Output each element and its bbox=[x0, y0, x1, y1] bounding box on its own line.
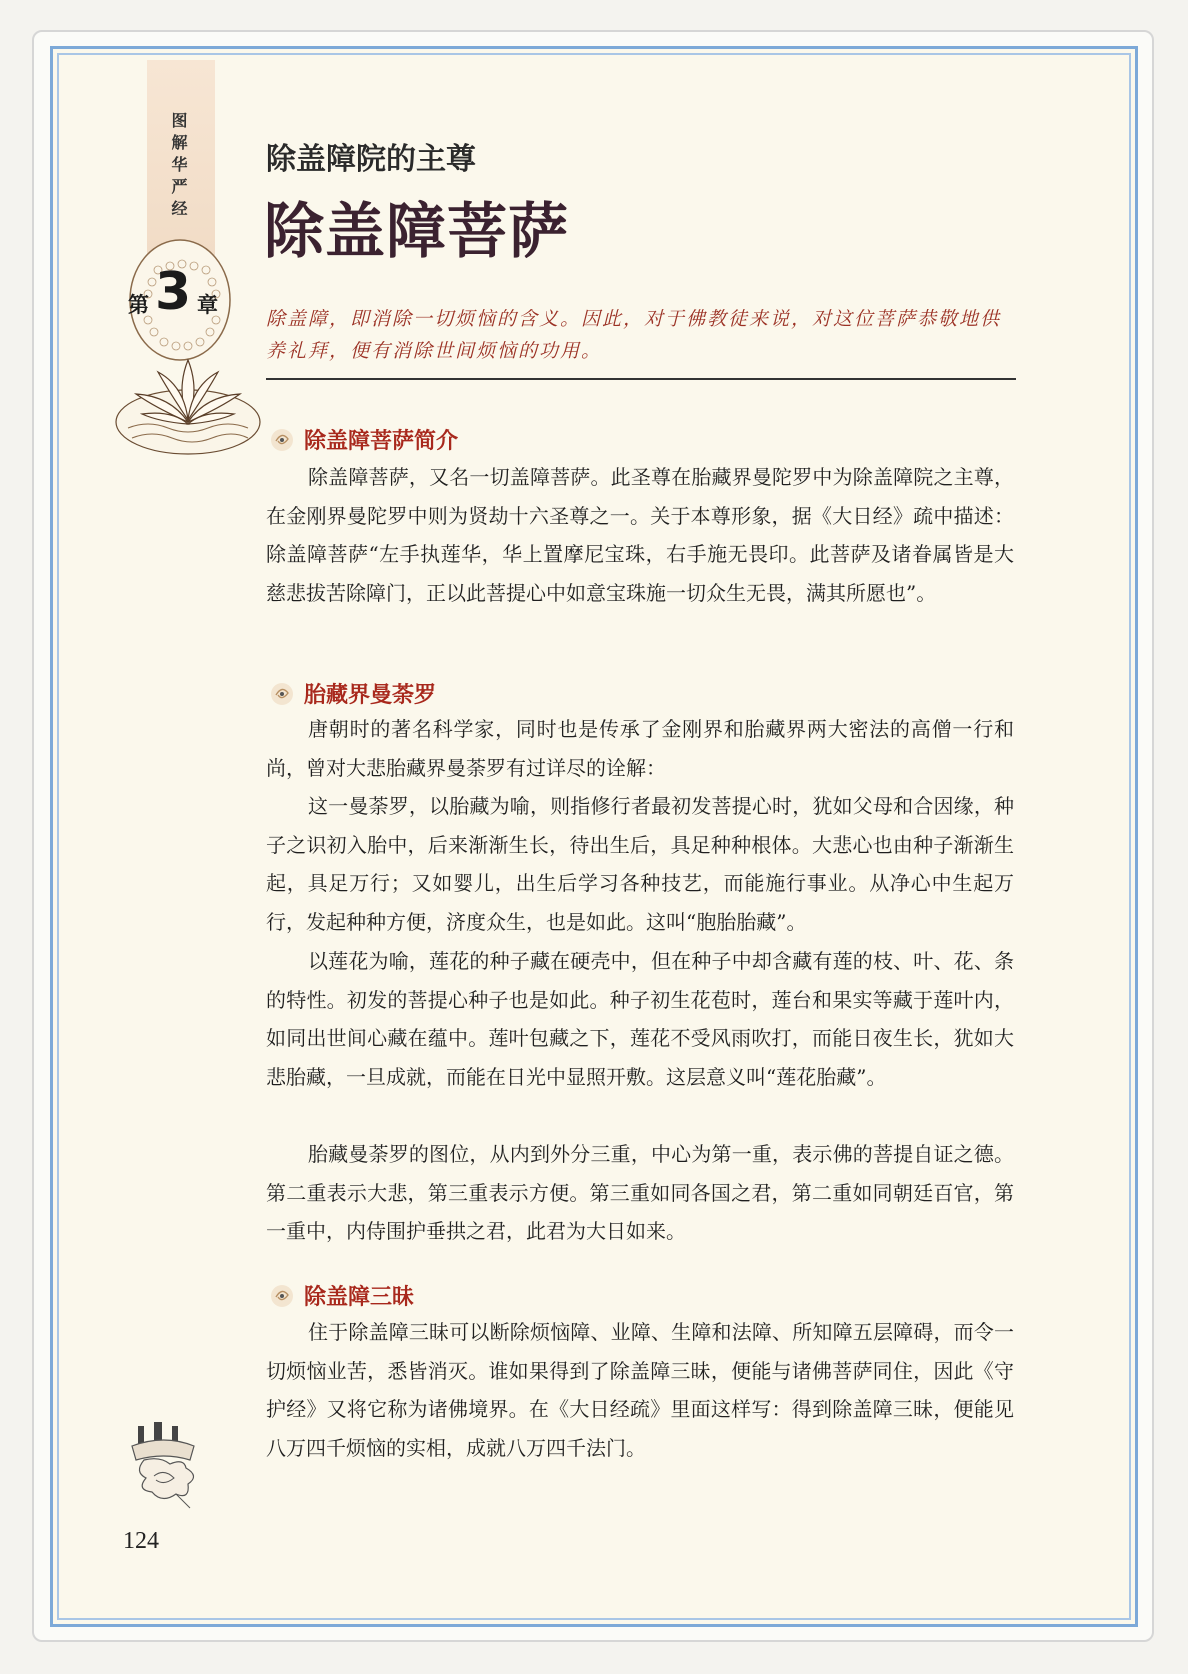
section-heading bbox=[266, 424, 458, 455]
paragraph: 除盖障菩萨，又名一切盖障菩萨。此圣尊在胎藏界曼陀罗中为除盖障院之主尊，在金刚界曼陀罗中则为贤劫十六圣尊之一。关于本尊形象，据《大日经》疏中描述：除盖障菩萨“左手执莲华，华上置摩尼宝珠，右手施无畏印。此菩萨及诸眷属皆是大慈悲拔苦除障门，正以此菩提心中如意宝珠施一切众生无畏，满其所愿也”。 bbox=[266, 465, 1014, 605]
divider bbox=[266, 378, 1016, 380]
paragraph: 胎藏曼荼罗的图位，从内到外分三重，中心为第一重，表示佛的菩提自证之德。第二重表示大悲，第三重表示方便。第三重如同各国之君，第二重如同朝廷百官，第一重中，内侍围护垂拱之君，此君为大日如来。 bbox=[266, 1142, 1014, 1243]
page-number: 124 bbox=[123, 1528, 159, 1554]
page-title: 除盖障菩萨 bbox=[264, 197, 569, 267]
paragraph: 住于除盖障三昧可以断除烦恼障、业障、生障和法障、所知障五层障碍，而令一切烦恼业苦，悉皆消灭。谁如果得到了除盖障三昧，便能与诸佛菩萨同住，因此《守护经》又将它称为诸佛境界。在《大日经疏》里面这样写：得到除盖障三昧，便能见八万四千烦恼的实相，成就八万四千法门。 bbox=[266, 1320, 1014, 1460]
section-title: 除盖障三昧 bbox=[304, 1285, 415, 1310]
section-title: 除盖障菩萨简介 bbox=[304, 429, 459, 454]
swirl-icon bbox=[266, 1281, 300, 1311]
section-heading bbox=[266, 678, 436, 709]
lotus-icon bbox=[108, 350, 268, 460]
page-subtitle: 除盖障院的主尊 bbox=[266, 142, 476, 177]
cloud-ornament-icon bbox=[124, 1420, 204, 1510]
chapter-prefix: 第 bbox=[128, 293, 149, 317]
swirl-icon bbox=[266, 679, 300, 709]
chapter-suffix: 章 bbox=[197, 293, 218, 317]
paragraph: 唐朝时的著名科学家，同时也是传承了金刚界和胎藏界两大密法的高僧一行和尚，曾对大悲胎藏界曼荼罗有过详尽的诠解： bbox=[266, 717, 1014, 780]
swirl-icon bbox=[266, 425, 300, 455]
intro-text: 除盖障，即消除一切烦恼的含义。因此，对于佛教徒来说，对这位菩萨恭敬地供养礼拜，便有消除世间烦恼的功用。 bbox=[266, 308, 1002, 362]
paragraph: 这一曼荼罗，以胎藏为喻，则指修行者最初发菩提心时，犹如父母和合因缘，种子之识初入胎中，后来渐渐生长，待出生后，具足种种根体。大悲心也由种子渐渐生起，具足万行；又如婴儿，出生后学习各种技艺，而能施行事业。从净心中生起万行，发起种种方便，济度众生，也是如此。这叫“胞胎胎藏”。 bbox=[266, 794, 1014, 934]
paragraph: 以莲花为喻，莲花的种子藏在硬壳中，但在种子中却含藏有莲的枝、叶、花、条的特性。初发的菩提心种子也是如此。种子初生花苞时，莲台和果实等藏于莲叶内，如同出世间心藏在蕴中。莲叶包藏之下，莲花不受风雨吹打，而能日夜生长，犹如大悲胎藏，一旦成就，而能在日光中显照开敷。这层意义叫“莲花胎藏”。 bbox=[266, 949, 1014, 1089]
section-heading bbox=[266, 1280, 414, 1311]
book-title-vertical: 图解华严经 bbox=[169, 112, 188, 222]
chapter-number: 3 bbox=[155, 262, 192, 322]
section-title: 胎藏界曼荼罗 bbox=[304, 683, 437, 708]
